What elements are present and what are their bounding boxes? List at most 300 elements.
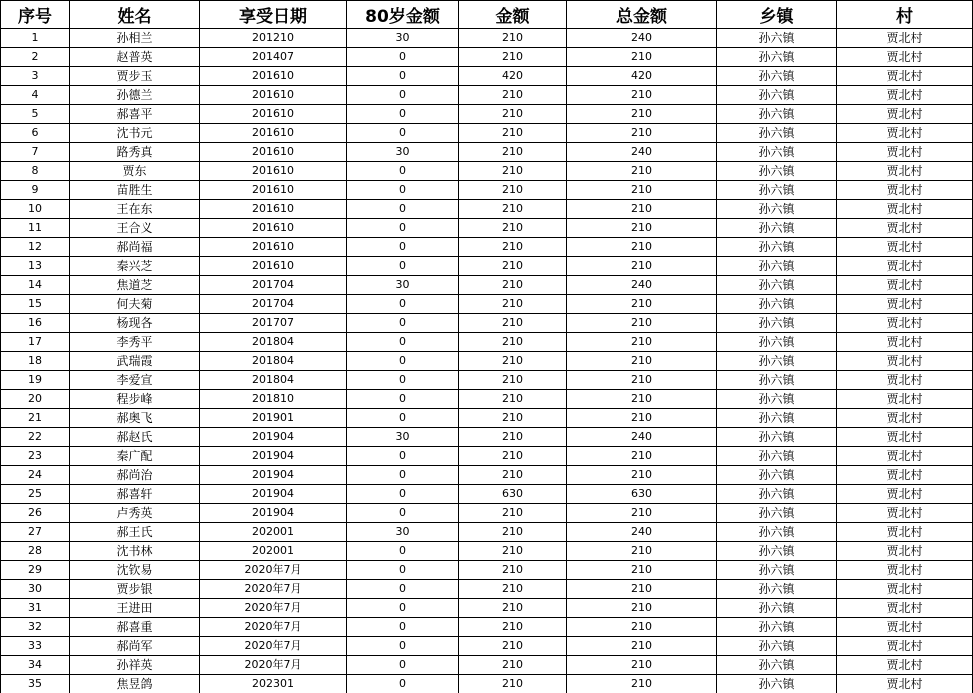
age80-amount-cell[interactable]: 0 (347, 67, 459, 86)
total-amount-cell[interactable]: 210 (567, 504, 717, 523)
index-cell[interactable]: 2 (1, 48, 70, 67)
date-cell[interactable]: 201610 (200, 86, 347, 105)
amount-cell[interactable]: 210 (459, 143, 567, 162)
total-amount-cell[interactable]: 240 (567, 523, 717, 542)
amount-cell[interactable]: 210 (459, 371, 567, 390)
name-cell[interactable]: 王合义 (70, 219, 200, 238)
table-row (1, 162, 973, 181)
total-amount-cell[interactable]: 210 (567, 200, 717, 219)
header-index[interactable]: 序号 (1, 1, 70, 29)
village-cell[interactable]: 贾北村 (837, 371, 973, 390)
township-cell[interactable]: 孙六镇 (717, 29, 837, 48)
table-row (1, 200, 973, 219)
township-cell[interactable]: 孙六镇 (717, 124, 837, 143)
name-cell[interactable]: 杨现各 (70, 314, 200, 333)
village-cell[interactable]: 贾北村 (837, 504, 973, 523)
village-cell[interactable]: 贾北村 (837, 485, 973, 504)
township-cell[interactable]: 孙六镇 (717, 599, 837, 618)
name-cell[interactable]: 秦广配 (70, 447, 200, 466)
name-cell[interactable]: 孙德兰 (70, 86, 200, 105)
index-cell[interactable]: 6 (1, 124, 70, 143)
age80-amount-cell[interactable]: 0 (347, 618, 459, 637)
township-cell[interactable]: 孙六镇 (717, 181, 837, 200)
total-amount-cell[interactable]: 210 (567, 314, 717, 333)
amount-cell[interactable]: 210 (459, 162, 567, 181)
index-cell[interactable]: 13 (1, 257, 70, 276)
date-cell[interactable]: 201707 (200, 314, 347, 333)
age80-amount-cell[interactable]: 0 (347, 675, 459, 693)
index-cell[interactable]: 27 (1, 523, 70, 542)
age80-amount-cell[interactable]: 0 (347, 542, 459, 561)
index-cell[interactable]: 7 (1, 143, 70, 162)
township-cell[interactable]: 孙六镇 (717, 485, 837, 504)
age80-amount-cell[interactable]: 0 (347, 485, 459, 504)
age80-amount-cell[interactable]: 0 (347, 257, 459, 276)
village-cell[interactable]: 贾北村 (837, 675, 973, 693)
name-cell[interactable]: 郝喜重 (70, 618, 200, 637)
amount-cell[interactable]: 210 (459, 409, 567, 428)
township-cell[interactable]: 孙六镇 (717, 466, 837, 485)
header-township[interactable]: 乡镇 (717, 1, 837, 29)
index-cell[interactable]: 29 (1, 561, 70, 580)
age80-amount-cell[interactable]: 0 (347, 200, 459, 219)
total-amount-cell[interactable]: 210 (567, 352, 717, 371)
index-cell[interactable]: 15 (1, 295, 70, 314)
index-cell[interactable]: 12 (1, 238, 70, 257)
age80-amount-cell[interactable]: 0 (347, 238, 459, 257)
township-cell[interactable]: 孙六镇 (717, 447, 837, 466)
date-cell[interactable]: 201610 (200, 257, 347, 276)
index-cell[interactable]: 9 (1, 181, 70, 200)
village-cell[interactable]: 贾北村 (837, 314, 973, 333)
total-amount-cell[interactable]: 210 (567, 561, 717, 580)
age80-amount-cell[interactable]: 0 (347, 105, 459, 124)
date-cell[interactable]: 201610 (200, 238, 347, 257)
amount-cell[interactable]: 210 (459, 200, 567, 219)
township-cell[interactable]: 孙六镇 (717, 580, 837, 599)
index-cell[interactable]: 34 (1, 656, 70, 675)
amount-cell[interactable]: 210 (459, 257, 567, 276)
name-cell[interactable]: 沈书林 (70, 542, 200, 561)
header-name[interactable]: 姓名 (70, 1, 200, 29)
name-cell[interactable]: 武瑞霞 (70, 352, 200, 371)
township-cell[interactable]: 孙六镇 (717, 276, 837, 295)
total-amount-cell[interactable]: 630 (567, 485, 717, 504)
village-cell[interactable]: 贾北村 (837, 333, 973, 352)
index-cell[interactable]: 1 (1, 29, 70, 48)
date-cell[interactable]: 202001 (200, 523, 347, 542)
village-cell[interactable]: 贾北村 (837, 219, 973, 238)
table-row (1, 580, 973, 599)
name-cell[interactable]: 王在东 (70, 200, 200, 219)
township-cell[interactable]: 孙六镇 (717, 238, 837, 257)
date-cell[interactable]: 201901 (200, 409, 347, 428)
age80-amount-cell[interactable]: 0 (347, 181, 459, 200)
age80-amount-cell[interactable]: 0 (347, 466, 459, 485)
index-cell[interactable]: 5 (1, 105, 70, 124)
name-cell[interactable]: 焦道芝 (70, 276, 200, 295)
township-cell[interactable]: 孙六镇 (717, 371, 837, 390)
index-cell[interactable]: 17 (1, 333, 70, 352)
date-cell[interactable]: 201610 (200, 105, 347, 124)
amount-cell[interactable]: 210 (459, 29, 567, 48)
amount-cell[interactable]: 210 (459, 181, 567, 200)
township-cell[interactable]: 孙六镇 (717, 86, 837, 105)
amount-cell[interactable]: 210 (459, 219, 567, 238)
village-cell[interactable]: 贾北村 (837, 523, 973, 542)
age80-amount-cell[interactable]: 0 (347, 409, 459, 428)
total-amount-cell[interactable]: 210 (567, 675, 717, 693)
name-cell[interactable]: 李爱宣 (70, 371, 200, 390)
amount-cell[interactable]: 210 (459, 105, 567, 124)
age80-amount-cell[interactable]: 0 (347, 390, 459, 409)
amount-cell[interactable]: 210 (459, 86, 567, 105)
table-row (1, 561, 973, 580)
amount-cell[interactable]: 210 (459, 447, 567, 466)
index-cell[interactable]: 35 (1, 675, 70, 693)
amount-cell[interactable]: 210 (459, 238, 567, 257)
total-amount-cell[interactable]: 210 (567, 48, 717, 67)
total-amount-cell[interactable]: 240 (567, 29, 717, 48)
age80-amount-cell[interactable]: 30 (347, 143, 459, 162)
age80-amount-cell[interactable]: 0 (347, 86, 459, 105)
township-cell[interactable]: 孙六镇 (717, 637, 837, 656)
name-cell[interactable]: 郝赵氏 (70, 428, 200, 447)
village-cell[interactable]: 贾北村 (837, 105, 973, 124)
age80-amount-cell[interactable]: 30 (347, 428, 459, 447)
township-cell[interactable]: 孙六镇 (717, 656, 837, 675)
index-cell[interactable]: 24 (1, 466, 70, 485)
date-cell[interactable]: 201210 (200, 29, 347, 48)
name-cell[interactable]: 焦昱鸽 (70, 675, 200, 693)
village-cell[interactable]: 贾北村 (837, 257, 973, 276)
header-row (1, 1, 973, 29)
age80-amount-cell[interactable]: 0 (347, 48, 459, 67)
total-amount-cell[interactable]: 240 (567, 428, 717, 447)
amount-cell[interactable]: 210 (459, 428, 567, 447)
amount-cell[interactable]: 210 (459, 561, 567, 580)
total-amount-cell[interactable]: 210 (567, 219, 717, 238)
age80-amount-cell[interactable]: 30 (347, 523, 459, 542)
village-cell[interactable]: 贾北村 (837, 29, 973, 48)
village-cell[interactable]: 贾北村 (837, 67, 973, 86)
amount-cell[interactable]: 210 (459, 333, 567, 352)
village-cell[interactable]: 贾北村 (837, 447, 973, 466)
township-cell[interactable]: 孙六镇 (717, 561, 837, 580)
name-cell[interactable]: 贾步玉 (70, 67, 200, 86)
amount-cell[interactable]: 210 (459, 542, 567, 561)
date-cell[interactable]: 201804 (200, 333, 347, 352)
total-amount-cell[interactable]: 210 (567, 162, 717, 181)
amount-cell[interactable]: 210 (459, 599, 567, 618)
table-row (1, 371, 973, 390)
township-cell[interactable]: 孙六镇 (717, 409, 837, 428)
table-row (1, 124, 973, 143)
township-cell[interactable]: 孙六镇 (717, 314, 837, 333)
township-cell[interactable]: 孙六镇 (717, 333, 837, 352)
age80-amount-cell[interactable]: 0 (347, 352, 459, 371)
amount-cell[interactable]: 210 (459, 618, 567, 637)
date-cell[interactable]: 201804 (200, 352, 347, 371)
age80-amount-cell[interactable]: 0 (347, 656, 459, 675)
date-cell[interactable]: 201704 (200, 276, 347, 295)
index-cell[interactable]: 4 (1, 86, 70, 105)
village-cell[interactable]: 贾北村 (837, 124, 973, 143)
total-amount-cell[interactable]: 210 (567, 656, 717, 675)
amount-cell[interactable]: 630 (459, 485, 567, 504)
name-cell[interactable]: 王进田 (70, 599, 200, 618)
township-cell[interactable]: 孙六镇 (717, 143, 837, 162)
date-cell[interactable]: 2020年7月 (200, 599, 347, 618)
age80-amount-cell[interactable]: 0 (347, 333, 459, 352)
township-cell[interactable]: 孙六镇 (717, 200, 837, 219)
village-cell[interactable]: 贾北村 (837, 143, 973, 162)
total-amount-cell[interactable]: 210 (567, 618, 717, 637)
index-cell[interactable]: 25 (1, 485, 70, 504)
township-cell[interactable]: 孙六镇 (717, 390, 837, 409)
name-cell[interactable]: 苗胜生 (70, 181, 200, 200)
age80-amount-cell[interactable]: 0 (347, 219, 459, 238)
index-cell[interactable]: 26 (1, 504, 70, 523)
name-cell[interactable]: 沈书元 (70, 124, 200, 143)
index-cell[interactable]: 30 (1, 580, 70, 599)
age80-amount-cell[interactable]: 0 (347, 162, 459, 181)
township-cell[interactable]: 孙六镇 (717, 523, 837, 542)
date-cell[interactable]: 201610 (200, 143, 347, 162)
index-cell[interactable]: 31 (1, 599, 70, 618)
name-cell[interactable]: 贾东 (70, 162, 200, 181)
age80-amount-cell[interactable]: 0 (347, 599, 459, 618)
name-cell[interactable]: 秦兴芝 (70, 257, 200, 276)
total-amount-cell[interactable]: 240 (567, 276, 717, 295)
date-cell[interactable]: 2020年7月 (200, 580, 347, 599)
index-cell[interactable]: 8 (1, 162, 70, 181)
date-cell[interactable]: 201704 (200, 295, 347, 314)
village-cell[interactable]: 贾北村 (837, 561, 973, 580)
village-cell[interactable]: 贾北村 (837, 409, 973, 428)
township-cell[interactable]: 孙六镇 (717, 219, 837, 238)
date-cell[interactable]: 201610 (200, 219, 347, 238)
age80-amount-cell[interactable]: 0 (347, 504, 459, 523)
village-cell[interactable]: 贾北村 (837, 86, 973, 105)
index-cell[interactable]: 10 (1, 200, 70, 219)
index-cell[interactable]: 23 (1, 447, 70, 466)
amount-cell[interactable]: 210 (459, 276, 567, 295)
amount-cell[interactable]: 420 (459, 67, 567, 86)
age80-amount-cell[interactable]: 0 (347, 314, 459, 333)
amount-cell[interactable]: 210 (459, 295, 567, 314)
age80-amount-cell[interactable]: 0 (347, 371, 459, 390)
date-cell[interactable]: 201804 (200, 371, 347, 390)
date-cell[interactable]: 201407 (200, 48, 347, 67)
index-cell[interactable]: 11 (1, 219, 70, 238)
date-cell[interactable]: 201610 (200, 124, 347, 143)
amount-cell[interactable]: 210 (459, 390, 567, 409)
township-cell[interactable]: 孙六镇 (717, 162, 837, 181)
header-start-date[interactable]: 享受日期 (200, 1, 347, 29)
village-cell[interactable]: 贾北村 (837, 466, 973, 485)
index-cell[interactable]: 19 (1, 371, 70, 390)
date-cell[interactable]: 2020年7月 (200, 561, 347, 580)
index-cell[interactable]: 3 (1, 67, 70, 86)
total-amount-cell[interactable]: 210 (567, 390, 717, 409)
date-cell[interactable]: 2020年7月 (200, 656, 347, 675)
village-cell[interactable]: 贾北村 (837, 181, 973, 200)
age80-amount-cell[interactable]: 0 (347, 124, 459, 143)
age80-amount-cell[interactable]: 0 (347, 295, 459, 314)
date-cell[interactable]: 201904 (200, 466, 347, 485)
index-cell[interactable]: 14 (1, 276, 70, 295)
township-cell[interactable]: 孙六镇 (717, 257, 837, 276)
header-amount[interactable]: 金额 (459, 1, 567, 29)
total-amount-cell[interactable]: 210 (567, 371, 717, 390)
village-cell[interactable]: 贾北村 (837, 599, 973, 618)
township-cell[interactable]: 孙六镇 (717, 105, 837, 124)
amount-cell[interactable]: 210 (459, 48, 567, 67)
township-cell[interactable]: 孙六镇 (717, 48, 837, 67)
date-cell[interactable]: 201810 (200, 390, 347, 409)
date-cell[interactable]: 201904 (200, 447, 347, 466)
total-amount-cell[interactable]: 420 (567, 67, 717, 86)
village-cell[interactable]: 贾北村 (837, 542, 973, 561)
total-amount-cell[interactable]: 240 (567, 143, 717, 162)
index-cell[interactable]: 22 (1, 428, 70, 447)
table-row (1, 523, 973, 542)
date-cell[interactable]: 201610 (200, 162, 347, 181)
village-cell[interactable]: 贾北村 (837, 580, 973, 599)
village-cell[interactable]: 贾北村 (837, 162, 973, 181)
date-cell[interactable]: 2020年7月 (200, 637, 347, 656)
amount-cell[interactable]: 210 (459, 523, 567, 542)
name-cell[interactable]: 郝尚福 (70, 238, 200, 257)
total-amount-cell[interactable]: 210 (567, 105, 717, 124)
total-amount-cell[interactable]: 210 (567, 637, 717, 656)
village-cell[interactable]: 贾北村 (837, 200, 973, 219)
village-cell[interactable]: 贾北村 (837, 618, 973, 637)
amount-cell[interactable]: 210 (459, 656, 567, 675)
date-cell[interactable]: 202001 (200, 542, 347, 561)
total-amount-cell[interactable]: 210 (567, 447, 717, 466)
date-cell[interactable]: 201904 (200, 485, 347, 504)
index-cell[interactable]: 28 (1, 542, 70, 561)
township-cell[interactable]: 孙六镇 (717, 295, 837, 314)
name-cell[interactable]: 沈钦易 (70, 561, 200, 580)
township-cell[interactable]: 孙六镇 (717, 542, 837, 561)
name-cell[interactable]: 贾步银 (70, 580, 200, 599)
amount-cell[interactable]: 210 (459, 637, 567, 656)
township-cell[interactable]: 孙六镇 (717, 504, 837, 523)
total-amount-cell[interactable]: 210 (567, 86, 717, 105)
header-age80-amount[interactable]: 80岁金额 (347, 1, 459, 29)
total-amount-cell[interactable]: 210 (567, 409, 717, 428)
village-cell[interactable]: 贾北村 (837, 295, 973, 314)
township-cell[interactable]: 孙六镇 (717, 618, 837, 637)
name-cell[interactable]: 郝王氏 (70, 523, 200, 542)
village-cell[interactable]: 贾北村 (837, 48, 973, 67)
amount-cell[interactable]: 210 (459, 580, 567, 599)
total-amount-cell[interactable]: 210 (567, 181, 717, 200)
amount-cell[interactable]: 210 (459, 314, 567, 333)
village-cell[interactable]: 贾北村 (837, 276, 973, 295)
name-cell[interactable]: 郝奥飞 (70, 409, 200, 428)
date-cell[interactable]: 201610 (200, 67, 347, 86)
amount-cell[interactable]: 210 (459, 675, 567, 693)
index-cell[interactable]: 20 (1, 390, 70, 409)
township-cell[interactable]: 孙六镇 (717, 352, 837, 371)
index-cell[interactable]: 18 (1, 352, 70, 371)
date-cell[interactable]: 201904 (200, 428, 347, 447)
name-cell[interactable]: 路秀真 (70, 143, 200, 162)
table-row (1, 86, 973, 105)
name-cell[interactable]: 郝喜平 (70, 105, 200, 124)
name-cell[interactable]: 郝尚军 (70, 637, 200, 656)
village-cell[interactable]: 贾北村 (837, 390, 973, 409)
township-cell[interactable]: 孙六镇 (717, 428, 837, 447)
total-amount-cell[interactable]: 210 (567, 466, 717, 485)
table-row (1, 618, 973, 637)
total-amount-cell[interactable]: 210 (567, 295, 717, 314)
index-cell[interactable]: 32 (1, 618, 70, 637)
total-amount-cell[interactable]: 210 (567, 580, 717, 599)
age80-amount-cell[interactable]: 0 (347, 561, 459, 580)
name-cell[interactable]: 孙相兰 (70, 29, 200, 48)
amount-cell[interactable]: 210 (459, 124, 567, 143)
age80-amount-cell[interactable]: 0 (347, 580, 459, 599)
township-cell[interactable]: 孙六镇 (717, 67, 837, 86)
table-row (1, 314, 973, 333)
village-cell[interactable]: 贾北村 (837, 428, 973, 447)
date-cell[interactable]: 202301 (200, 675, 347, 693)
header-total-amount[interactable]: 总金额 (567, 1, 717, 29)
name-cell[interactable]: 赵普英 (70, 48, 200, 67)
village-cell[interactable]: 贾北村 (837, 238, 973, 257)
amount-cell[interactable]: 210 (459, 352, 567, 371)
total-amount-cell[interactable]: 210 (567, 238, 717, 257)
total-amount-cell[interactable]: 210 (567, 599, 717, 618)
name-cell[interactable]: 孙祥英 (70, 656, 200, 675)
amount-cell[interactable]: 210 (459, 466, 567, 485)
date-cell[interactable]: 201610 (200, 200, 347, 219)
name-cell[interactable]: 卢秀英 (70, 504, 200, 523)
name-cell[interactable]: 何夫菊 (70, 295, 200, 314)
name-cell[interactable]: 程步峰 (70, 390, 200, 409)
township-cell[interactable]: 孙六镇 (717, 675, 837, 693)
name-cell[interactable]: 李秀平 (70, 333, 200, 352)
total-amount-cell[interactable]: 210 (567, 257, 717, 276)
village-cell[interactable]: 贾北村 (837, 352, 973, 371)
date-cell[interactable]: 201904 (200, 504, 347, 523)
total-amount-cell[interactable]: 210 (567, 333, 717, 352)
table-row (1, 675, 973, 693)
date-cell[interactable]: 201610 (200, 181, 347, 200)
age80-amount-cell[interactable]: 30 (347, 29, 459, 48)
index-cell[interactable]: 33 (1, 637, 70, 656)
village-cell[interactable]: 贾北村 (837, 656, 973, 675)
age80-amount-cell[interactable]: 0 (347, 637, 459, 656)
date-cell[interactable]: 2020年7月 (200, 618, 347, 637)
index-cell[interactable]: 21 (1, 409, 70, 428)
header-village[interactable]: 村 (837, 1, 973, 29)
age80-amount-cell[interactable]: 30 (347, 276, 459, 295)
village-cell[interactable]: 贾北村 (837, 637, 973, 656)
amount-cell[interactable]: 210 (459, 504, 567, 523)
age80-amount-cell[interactable]: 0 (347, 447, 459, 466)
total-amount-cell[interactable]: 210 (567, 542, 717, 561)
name-cell[interactable]: 郝尚治 (70, 466, 200, 485)
name-cell[interactable]: 郝喜轩 (70, 485, 200, 504)
total-amount-cell[interactable]: 210 (567, 124, 717, 143)
index-cell[interactable]: 16 (1, 314, 70, 333)
